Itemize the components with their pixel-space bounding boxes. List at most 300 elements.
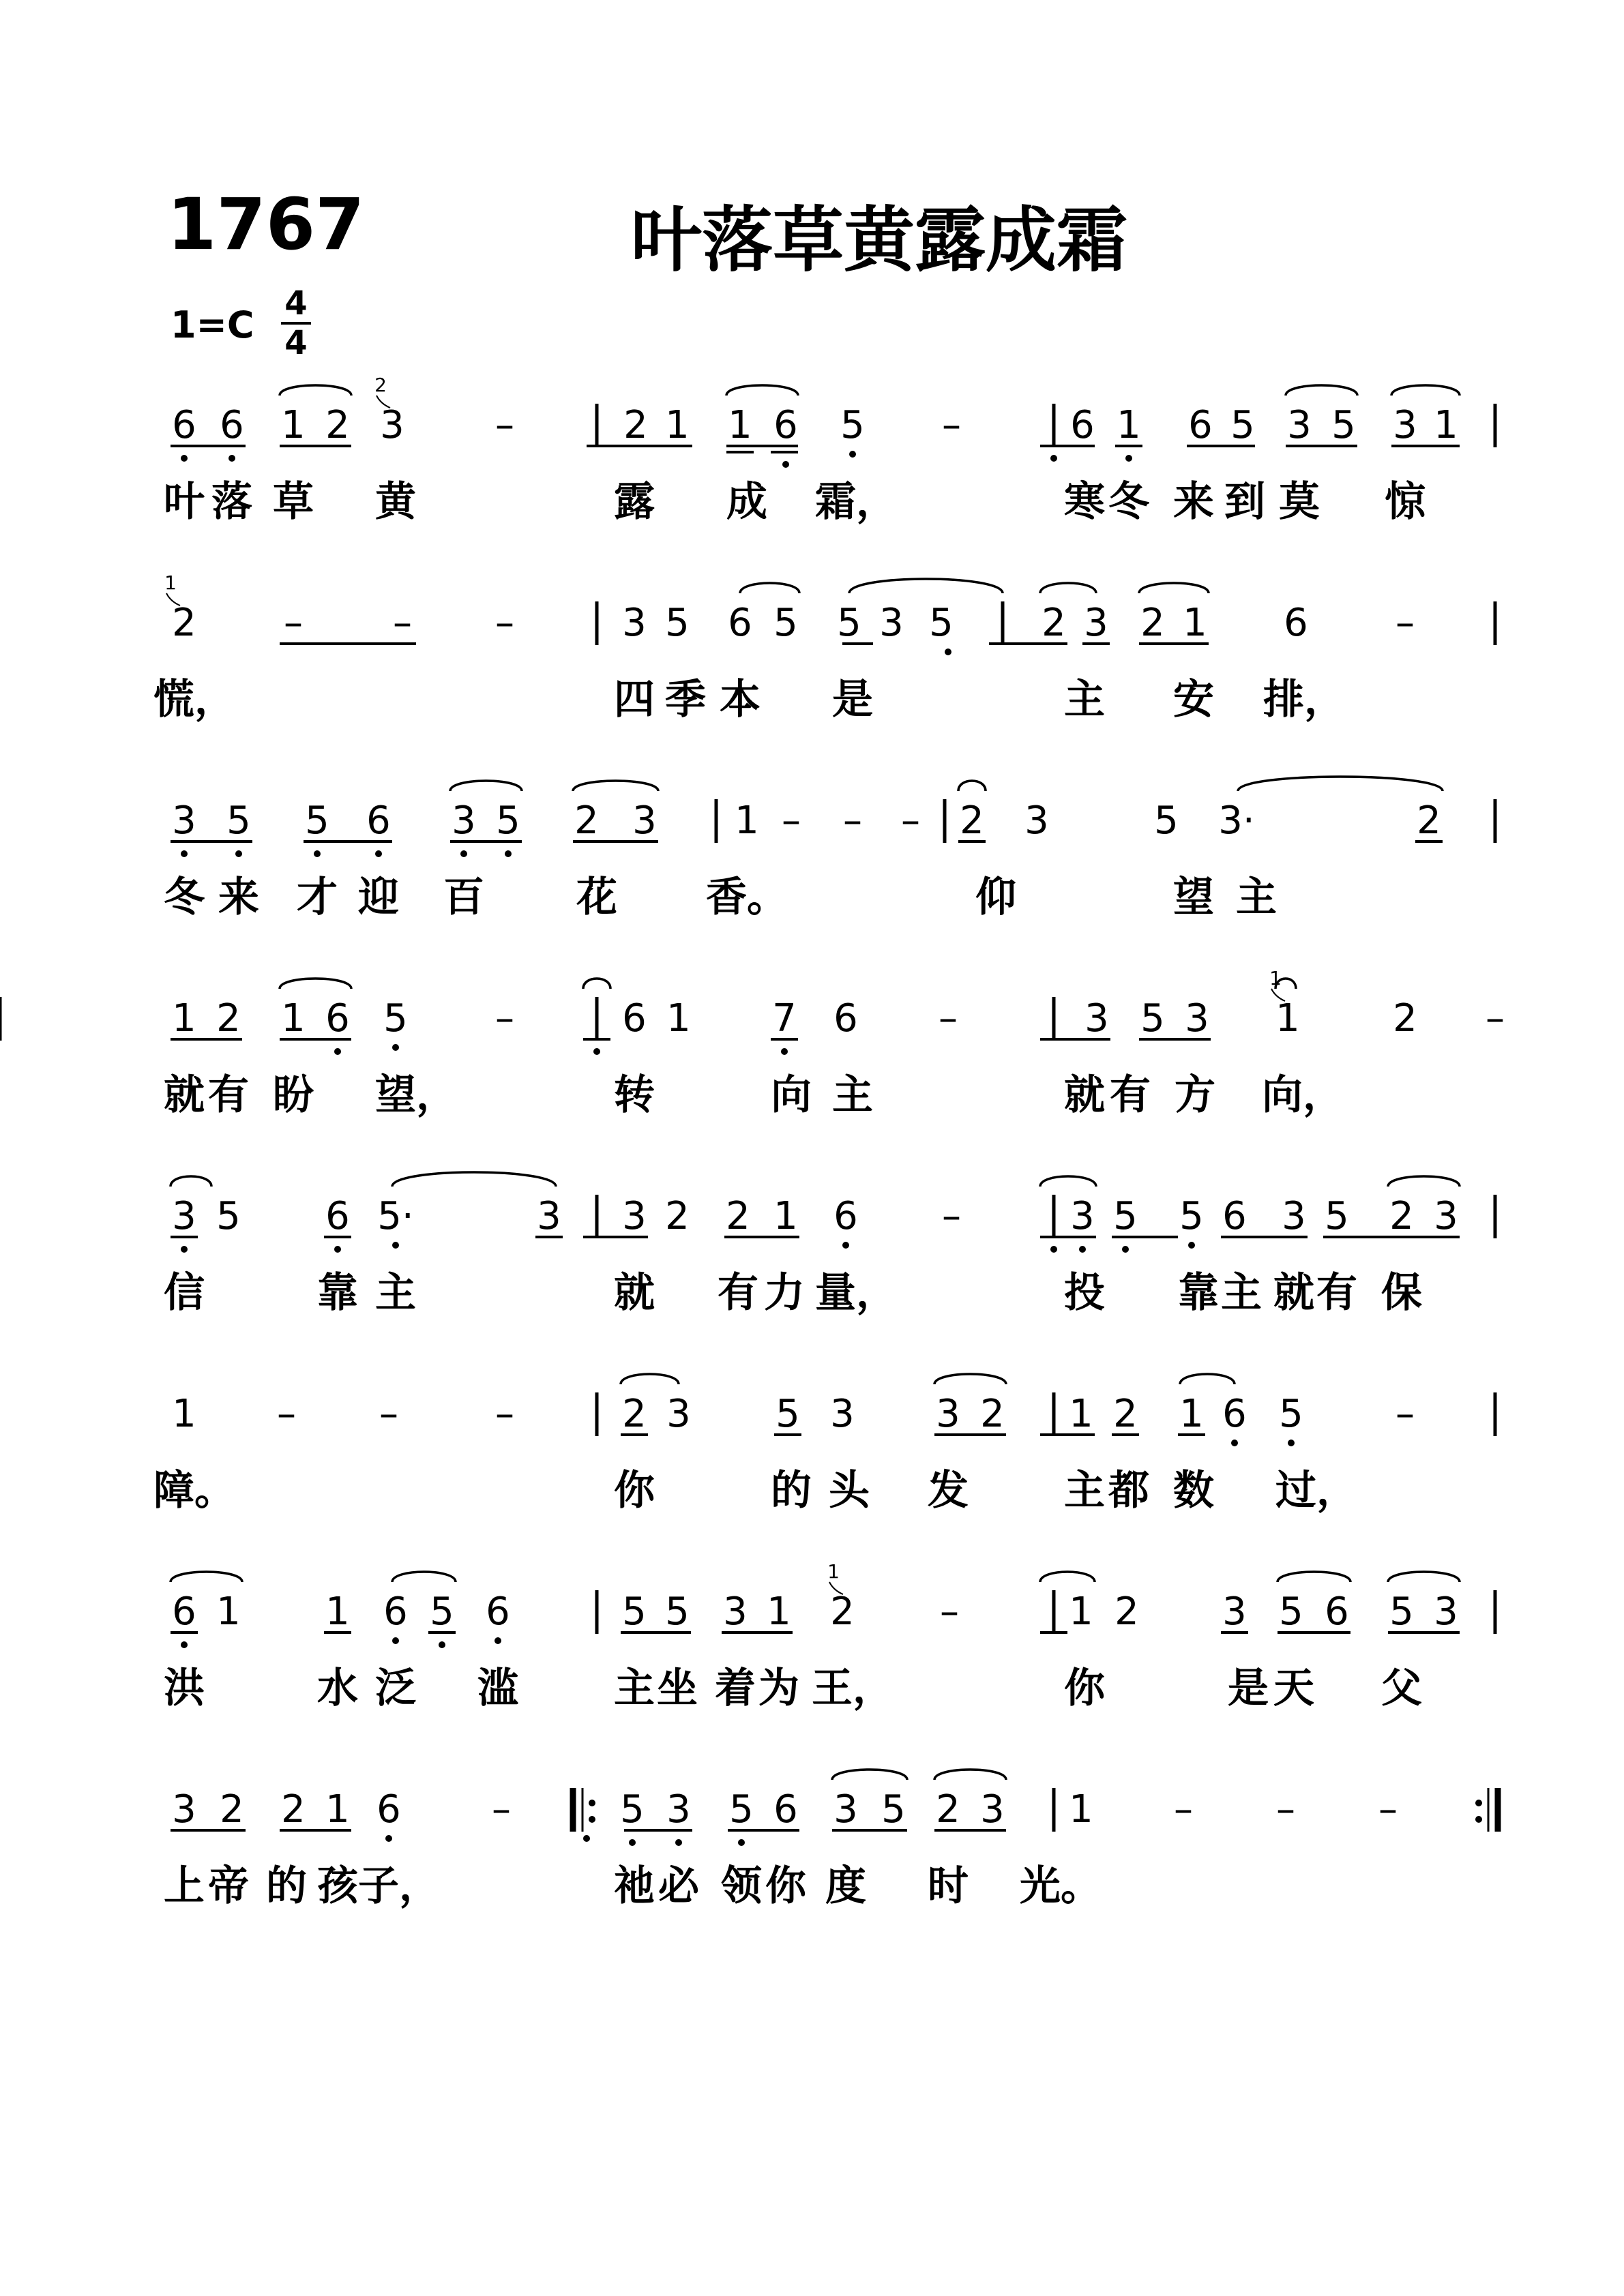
note: 5: [1279, 1392, 1303, 1436]
lyric: 父: [1381, 1665, 1422, 1712]
note: 3: [666, 1392, 691, 1436]
low-octave-dot: [235, 850, 242, 857]
note: 2: [622, 1392, 647, 1436]
tie-slur: [1278, 1572, 1350, 1582]
lyric: 天: [1273, 1665, 1314, 1712]
note: 6: [486, 1590, 510, 1634]
repeat-dot: [1475, 1800, 1482, 1806]
tie-slur: [1286, 385, 1357, 396]
low-octave-dot: [1188, 1242, 1195, 1249]
low-octave-dot: [1050, 455, 1057, 462]
note: 2: [216, 996, 241, 1041]
score-line: [164, 799, 1495, 921]
note: 2: [936, 1787, 960, 1832]
tie-slur: [1040, 1572, 1095, 1582]
repeat-dot: [1475, 1816, 1482, 1823]
score-line: [164, 1194, 1495, 1317]
lyric: 百: [443, 874, 484, 921]
score-line: [164, 1590, 1495, 1712]
note: 6: [1284, 601, 1308, 645]
lyric: 盼: [273, 1071, 314, 1119]
tie-slur: [1040, 583, 1096, 593]
lyric: 时: [928, 1862, 969, 1910]
lyric: 王，: [812, 1665, 894, 1712]
low-octave-dot: [1050, 1246, 1057, 1253]
note: 2: [220, 1787, 244, 1832]
lyric: 慌，: [153, 676, 235, 724]
note: 2: [1417, 799, 1441, 843]
tie-slur: [1388, 1572, 1460, 1582]
note: 1: [728, 403, 752, 447]
lyric: 度: [825, 1862, 866, 1910]
tie-slur: [621, 1374, 679, 1384]
note: 6: [325, 1194, 350, 1238]
note: 6: [377, 1787, 401, 1832]
lyric: 有: [1316, 1269, 1357, 1317]
note: 6: [1325, 1590, 1349, 1634]
note: 6: [366, 799, 391, 843]
low-octave-dot: [849, 451, 856, 458]
lyric: 泛: [375, 1665, 416, 1712]
lyric: 霜，: [815, 478, 897, 526]
tie-slur: [849, 579, 1003, 593]
dash-hold: –: [901, 799, 920, 843]
note: 5: [305, 799, 329, 843]
note: 2: [1114, 1590, 1139, 1634]
lyric: 香。: [706, 874, 788, 921]
grace-note: 1: [164, 571, 177, 594]
lyric: 的: [266, 1862, 307, 1910]
note: 6: [172, 1590, 196, 1634]
note: 6: [773, 1787, 798, 1832]
note: 5: [620, 1787, 645, 1832]
lyric: 祂: [614, 1862, 655, 1910]
note: 5: [881, 1787, 906, 1832]
note: 1: [172, 1392, 196, 1436]
lyric: 头: [829, 1467, 870, 1515]
note: 1: [1069, 1392, 1093, 1436]
tie-slur: [1139, 583, 1209, 593]
low-octave-dot: [392, 1242, 399, 1249]
note: 5: [773, 601, 798, 645]
repeat-dot: [589, 1800, 595, 1806]
note: 3: [622, 601, 647, 645]
lyric: 都: [1108, 1467, 1149, 1515]
note: 1: [281, 403, 306, 447]
note: 3: [1434, 1194, 1458, 1238]
tie-slur: [934, 1374, 1006, 1384]
dash-hold: –: [939, 996, 958, 1041]
tie-slur: [1388, 1176, 1460, 1187]
note: 5·: [377, 1194, 414, 1238]
note: 3: [622, 1194, 647, 1238]
low-octave-dot: [1288, 1440, 1295, 1446]
lyric: 你: [614, 1467, 655, 1515]
note: 1: [1434, 403, 1458, 447]
score-line: [153, 1392, 1495, 1515]
song-number: 1767: [167, 183, 365, 266]
low-octave-dot: [675, 1839, 682, 1846]
lyric: 黄: [375, 478, 416, 526]
lyric: 坐: [657, 1665, 698, 1712]
note: 2: [1042, 601, 1066, 645]
note: 2: [325, 403, 350, 447]
lyric: 到: [1224, 478, 1265, 526]
time-signature-denominator: 4: [284, 324, 308, 362]
lyric: 有: [718, 1269, 758, 1317]
lyric: 障。: [153, 1467, 235, 1515]
lyric: 草: [273, 478, 314, 526]
lyric: 光。: [1020, 1862, 1102, 1910]
lyric: 来: [1173, 478, 1214, 526]
note: 3: [980, 1787, 1005, 1832]
low-octave-dot: [375, 850, 382, 857]
lyric: 量，: [815, 1269, 897, 1317]
low-octave-dot: [460, 850, 467, 857]
note: 3: [833, 1787, 858, 1832]
lyric: 数: [1173, 1467, 1214, 1515]
dash-hold: –: [1396, 601, 1415, 645]
low-octave-dot: [781, 1048, 788, 1055]
low-octave-dot: [181, 1246, 188, 1253]
low-octave-dot: [334, 1246, 341, 1253]
low-octave-dot: [583, 1835, 590, 1842]
note: 3: [172, 799, 196, 843]
note: 3: [1393, 403, 1417, 447]
note: 3: [1185, 996, 1209, 1041]
note: 3: [1024, 799, 1049, 843]
note: 2: [574, 799, 599, 843]
note: 3: [936, 1392, 960, 1436]
note: 3: [172, 1787, 196, 1832]
note: 3: [1434, 1590, 1458, 1634]
note: 3: [632, 799, 657, 843]
tie-slur: [280, 385, 351, 396]
lyric: 惊: [1385, 478, 1426, 526]
note: 5: [430, 1590, 454, 1634]
dash-hold: –: [782, 799, 801, 843]
tie-slur: [958, 781, 986, 791]
note: 5: [383, 996, 408, 1041]
lyric: 仰: [975, 874, 1016, 921]
lyric: 主: [1064, 1467, 1105, 1515]
repeat-dot: [589, 1816, 595, 1823]
lyric: 就: [1064, 1071, 1105, 1119]
lyric: 露: [614, 478, 655, 526]
lyric: 来: [218, 874, 259, 921]
lyric: 洪: [164, 1665, 205, 1712]
lyric: 就: [1273, 1269, 1314, 1317]
tie-slur: [450, 781, 522, 791]
note: 5: [665, 601, 690, 645]
lyric: 水: [317, 1665, 358, 1712]
lyric: 向，: [1262, 1071, 1344, 1119]
lyric: 四: [614, 676, 655, 724]
note: 2: [726, 1194, 750, 1238]
dash-hold: –: [1378, 1787, 1398, 1832]
tie-slur: [726, 385, 798, 396]
lyric: 发: [928, 1467, 969, 1515]
low-octave-dot: [593, 1048, 600, 1055]
lyric: 迎: [358, 874, 399, 921]
note: 5: [1113, 1194, 1138, 1238]
note: 5: [837, 601, 861, 645]
dash-hold: –: [942, 403, 961, 447]
tie-slur: [1040, 1176, 1096, 1187]
note: 1: [325, 1590, 350, 1634]
lyric: 信: [164, 1269, 205, 1317]
note: 6: [728, 601, 752, 645]
lyric: 是: [1228, 1665, 1269, 1712]
note: 6: [1222, 1194, 1247, 1238]
note: 1: [1179, 1392, 1204, 1436]
note: 6: [383, 1590, 408, 1634]
note: 5: [665, 1590, 690, 1634]
note: 1: [665, 403, 690, 447]
dash-hold: –: [495, 996, 514, 1041]
lyric: 落: [211, 478, 252, 526]
note: 3: [1287, 403, 1312, 447]
low-octave-dot: [629, 1839, 636, 1846]
dash-hold: –: [393, 601, 412, 645]
note: 2: [960, 799, 984, 843]
note: 6: [1070, 403, 1095, 447]
note: 5: [840, 403, 865, 447]
note: 6: [325, 996, 350, 1041]
lyric: 保: [1381, 1269, 1422, 1317]
dash-hold: –: [495, 601, 514, 645]
grace-note: 1: [827, 1560, 840, 1583]
note: 2: [980, 1392, 1005, 1436]
grace-note: 2: [374, 374, 387, 396]
low-octave-dot: [334, 1048, 341, 1055]
score-line: [164, 403, 1495, 526]
note: 1: [216, 1590, 241, 1634]
note: 2: [281, 1787, 306, 1832]
note: 1: [1183, 601, 1207, 645]
note: 1: [1069, 1590, 1093, 1634]
note: 5: [729, 1787, 754, 1832]
lyric: 就: [614, 1269, 655, 1317]
lyric: 就: [164, 1071, 205, 1119]
low-octave-dot: [505, 850, 512, 857]
low-octave-dot: [314, 850, 321, 857]
note: 5: [1179, 1194, 1204, 1238]
lyric: 必: [658, 1862, 699, 1910]
lyric: 孩: [317, 1862, 358, 1910]
lyric: 滥: [477, 1665, 518, 1712]
note: 2: [172, 601, 196, 645]
note: 5: [216, 1194, 241, 1238]
lyric: 靠: [1178, 1269, 1219, 1317]
note: 6: [220, 403, 244, 447]
lyric: 莫: [1279, 478, 1320, 526]
note: 2: [1140, 601, 1165, 645]
note: 5: [776, 1392, 800, 1436]
tie-slur: [934, 1770, 1006, 1780]
note: 3·: [1218, 799, 1255, 843]
lyric: 望，: [375, 1071, 457, 1119]
lyric: 望: [1173, 874, 1214, 921]
score-line: [164, 1787, 1498, 1910]
lyric: 的: [771, 1467, 812, 1515]
lyric: 力: [764, 1269, 805, 1317]
note: 6: [833, 1194, 858, 1238]
note: 5: [1331, 403, 1356, 447]
lyric: 主: [614, 1665, 655, 1712]
time-signature-numerator: 4: [281, 285, 311, 325]
note: 7: [772, 996, 797, 1041]
dash-hold: –: [495, 403, 514, 447]
lyric: 排，: [1263, 676, 1345, 724]
lyric: 主: [1221, 1269, 1262, 1317]
lyric: 花: [576, 874, 617, 921]
note: 3: [172, 1194, 196, 1238]
lyric: 向: [771, 1071, 812, 1119]
lyric: 上: [164, 1862, 205, 1910]
note: 2: [623, 403, 648, 447]
note: 3: [1084, 996, 1109, 1041]
note: 1: [172, 996, 196, 1041]
low-octave-dot: [738, 1839, 745, 1846]
low-octave-dot: [392, 1637, 399, 1644]
lyric: 安: [1173, 676, 1214, 724]
note: 5: [1230, 403, 1255, 447]
lyric: 寒: [1064, 478, 1105, 526]
lyric: 投: [1064, 1269, 1105, 1317]
note: 1: [767, 1590, 791, 1634]
note: 3: [452, 799, 476, 843]
note: 5: [1279, 1590, 1303, 1634]
dash-hold: –: [940, 1590, 959, 1634]
note: 1: [325, 1787, 350, 1832]
note: 5: [496, 799, 520, 843]
note: 3: [1070, 1194, 1095, 1238]
lyric: 主: [1236, 874, 1277, 921]
note: 6: [1188, 403, 1213, 447]
tie-slur: [171, 1176, 211, 1187]
lyric: 靠: [317, 1269, 358, 1317]
note: 6: [773, 403, 798, 447]
lyric: 本: [720, 676, 761, 724]
note: 6: [172, 403, 196, 447]
low-octave-dot: [392, 1044, 399, 1051]
score-line: [153, 601, 1495, 724]
note: 1: [666, 996, 691, 1041]
dash-hold: –: [492, 1787, 511, 1832]
low-octave-dot: [228, 455, 235, 462]
note: 3: [380, 403, 404, 447]
low-octave-dot: [782, 461, 789, 468]
note: 1: [1275, 996, 1300, 1041]
note: 2: [1113, 1392, 1138, 1436]
lyric: 才: [297, 874, 338, 921]
lyric: 叶: [164, 478, 205, 526]
dash-hold: –: [843, 799, 862, 843]
low-octave-dot: [842, 1242, 849, 1249]
lyric: 主: [832, 1071, 873, 1119]
note: 1: [1069, 1787, 1093, 1832]
note: 3: [723, 1590, 748, 1634]
note: 3: [1084, 601, 1108, 645]
low-octave-dot: [385, 1835, 392, 1842]
tie-slur: [832, 1770, 907, 1780]
low-octave-dot: [1079, 1246, 1086, 1253]
low-octave-dot: [1231, 1440, 1238, 1446]
lyric: 子，: [358, 1862, 440, 1910]
note: 1: [281, 996, 306, 1041]
lyric: 有: [1110, 1071, 1151, 1119]
lyric: 冬: [1108, 478, 1149, 526]
lyric: 转: [614, 1071, 655, 1119]
dash-hold: –: [277, 1392, 296, 1436]
tie-slur: [583, 979, 610, 989]
lyric: 着: [715, 1665, 756, 1712]
note: 2: [830, 1590, 855, 1634]
note: 5: [929, 601, 954, 645]
dash-hold: –: [942, 1194, 961, 1238]
dash-hold: –: [1396, 1392, 1415, 1436]
dash-hold: –: [495, 1392, 514, 1436]
note: 5: [1140, 996, 1165, 1041]
note: 1: [735, 799, 759, 843]
note: 5: [622, 1590, 647, 1634]
note: 5: [1389, 1590, 1414, 1634]
note: 3: [879, 601, 904, 645]
lyric: 主: [375, 1269, 416, 1317]
score-line: [0, 996, 1505, 1119]
low-octave-dot: [494, 1637, 501, 1644]
note: 3: [666, 1787, 691, 1832]
lyric: 过，: [1275, 1467, 1357, 1515]
note: 5: [1154, 799, 1179, 843]
tie-slur: [392, 1172, 556, 1187]
lyric: 是: [832, 676, 873, 724]
low-octave-dot: [439, 1641, 445, 1648]
low-octave-dot: [945, 648, 951, 655]
tie-slur: [392, 1572, 456, 1582]
tie-slur: [1238, 777, 1443, 791]
tie-slur: [740, 583, 799, 593]
note: 6: [622, 996, 647, 1041]
dash-hold: –: [379, 1392, 398, 1436]
lyric: 帝: [208, 1862, 249, 1910]
tie-slur: [280, 979, 351, 989]
note: 5: [1325, 1194, 1349, 1238]
lyric: 你: [765, 1862, 806, 1910]
low-octave-dot: [181, 455, 188, 462]
dash-hold: –: [1276, 1787, 1295, 1832]
lyric: 成: [726, 478, 767, 526]
note: 3: [1282, 1194, 1306, 1238]
note: 2: [665, 1194, 690, 1238]
low-octave-dot: [1125, 455, 1132, 462]
tie-slur: [171, 1572, 242, 1582]
low-octave-dot: [1122, 1246, 1129, 1253]
note: 2: [1393, 996, 1417, 1041]
grace-note: 1: [1269, 967, 1282, 989]
note: 5: [226, 799, 251, 843]
lyric: 有: [208, 1071, 249, 1119]
note: 3: [537, 1194, 561, 1238]
tie-slur: [573, 781, 658, 791]
note: 3: [830, 1392, 855, 1436]
song-title: 叶落草黄露成霜: [631, 198, 1128, 282]
low-octave-dot: [181, 850, 188, 857]
note: 2: [1389, 1194, 1414, 1238]
note: 6: [833, 996, 858, 1041]
note: 1: [1117, 403, 1141, 447]
